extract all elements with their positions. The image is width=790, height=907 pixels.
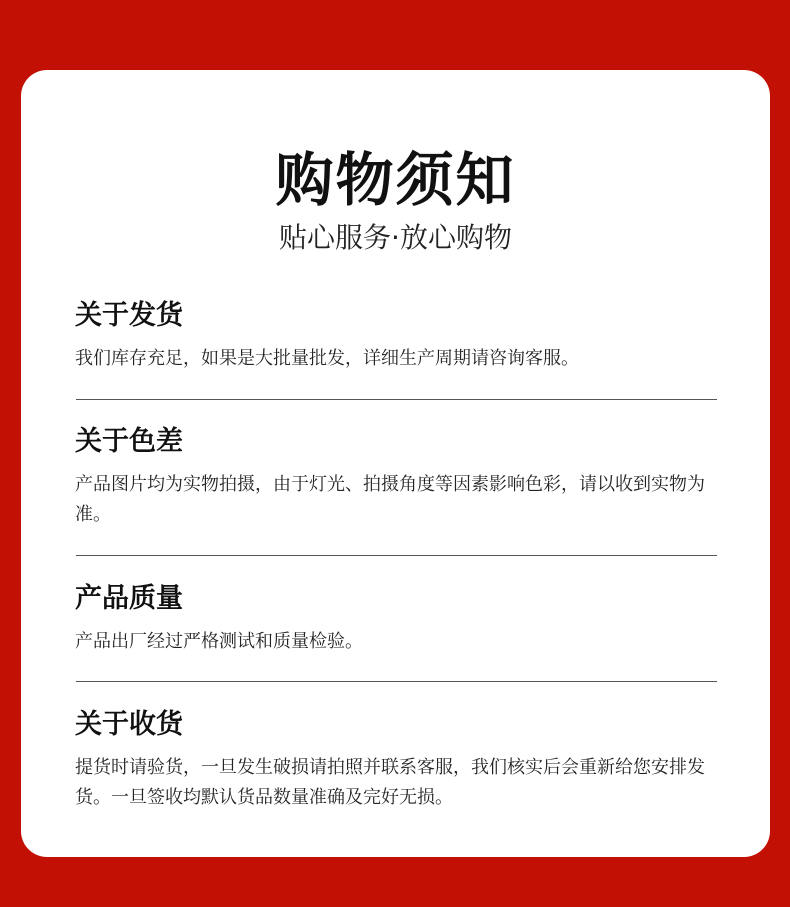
section-quality (75, 581, 717, 657)
section-heading-color-difference: 关于色差 (75, 426, 183, 457)
section-color-difference (75, 424, 717, 530)
divider (76, 399, 717, 400)
divider (76, 555, 717, 556)
section-body-shipping: 我们库存充足，如果是大批量批发，详细生产周期请咨询客服。 (75, 348, 579, 369)
notice-card (21, 70, 770, 857)
section-body-receiving: 提货时请验货，一旦发生破损请拍照并联系客服，我们核实后会重新给您安排发货。一旦签收均默认货品数量准确及完好无损。 (75, 757, 705, 808)
section-heading-receiving: 关于收货 (75, 709, 183, 740)
section-heading-shipping: 关于发货 (75, 300, 183, 331)
section-body-color-difference: 产品图片均为实物拍摄，由于灯光、拍摄角度等因素影响色彩，请以收到实物为准。 (75, 474, 705, 525)
divider (76, 681, 717, 682)
page-subtitle: 贴心服务·放心购物 (279, 221, 512, 254)
page-title: 购物须知 (275, 146, 516, 214)
section-shipping (75, 298, 717, 374)
section-body-quality: 产品出厂经过严格测试和质量检验。 (75, 631, 363, 652)
section-receiving (75, 707, 717, 813)
section-heading-quality: 产品质量 (75, 583, 183, 614)
